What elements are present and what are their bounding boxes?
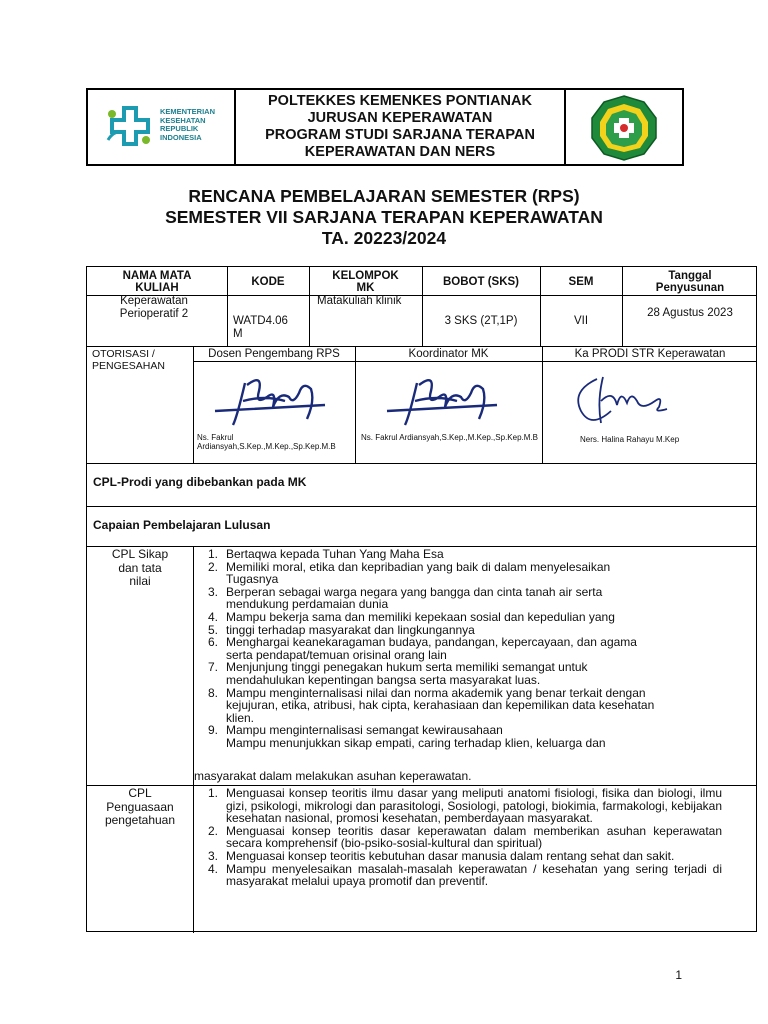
ministry-line: INDONESIA: [160, 132, 202, 142]
list-item: 6. Menghargai keanekaragaman budaya, pandangan, kepercayaan, dan agama serta pendapat/temuan orisinal orang lain: [207, 635, 637, 662]
institution-line: JURUSAN KEPERAWATAN: [307, 110, 493, 126]
list-item: 5. tinggi terhadap masyarakat dan lingkungannya: [207, 622, 475, 637]
signature-2: [379, 371, 509, 427]
cpl-sikap-trailing: masyarakat dalam melakukan asuhan keperawatan.: [194, 769, 472, 783]
ministry-logo-icon: [104, 104, 156, 150]
list-item: 2. Menguasai konsep teoritis dasar keperawatan dalam memberikan asuhan keperawatan secara komprehensif (bio-psiko-sosial-kultural dan spiritual): [207, 823, 722, 851]
cpl-pengetahuan-label: CPL Penguasaan pengetahuan: [104, 786, 176, 827]
doc-title-line-2: SEMESTER VII SARJANA TERAPAN KEPERAWATAN: [165, 207, 603, 227]
header-sem: SEM: [568, 275, 594, 288]
rps-table: [86, 266, 757, 932]
ministry-line: REPUBLIK: [160, 124, 199, 133]
section-capaian: Capaian Pembelajaran Lulusan: [93, 518, 271, 532]
list-item: 3. Menguasai konsep teoritis kebutuhan dasar manusia dalam rentang sehat dan sakit.: [207, 848, 675, 863]
signer-koordinator: Ns. Fakrul Ardiansyah,S.Kep.,M.Kep.,Sp.Kep.M.B: [361, 433, 538, 442]
header-nama: NAMA MATA KULIAH: [122, 269, 192, 294]
list-item: 7. Menjunjung tinggi penegakan hukum serta memiliki semangat untuk mendahulukan kepentingan bangsa serta masyarakat luas.: [207, 660, 588, 687]
cpl-sikap-label: CPL Sikap dan tata nilai: [111, 547, 169, 588]
poltekkes-emblem-icon: [586, 94, 662, 162]
list-item: 2. Memiliki moral, etika dan kepribadian yang baik di dalam menyelesaikan Tugasnya: [207, 559, 611, 587]
ministry-line: KESEHATAN: [160, 115, 206, 125]
course-date: 28 Agustus 2023: [647, 307, 733, 319]
signer-dosen: Ns. Fakrul Ardiansyah,S.Kep.,M.Kep.,Sp.Kep.M.B: [197, 433, 336, 451]
course-group: Matakuliah klinik: [317, 295, 402, 307]
header-tanggal: Tanggal Penyusunan: [655, 269, 725, 294]
institution-line: PROGRAM STUDI SARJANA TERAPAN: [265, 127, 535, 143]
signature-3: [567, 371, 677, 431]
header-kelompok: KELOMPOK MK: [332, 269, 399, 294]
header-kode: KODE: [251, 275, 285, 288]
doc-title-line-1: RENCANA PEMBELAJARAN SEMESTER (RPS): [188, 186, 580, 206]
list-item: 3. Berperan sebagai warga negara yang bangga dan cinta tanah air serta mendukung perdamaian dunia: [207, 584, 603, 612]
signature-1: [207, 371, 337, 427]
cpl-sikap-list: [194, 548, 664, 750]
header-bobot: BOBOT (SKS): [442, 275, 520, 288]
list-item: 4. Mampu menyelesaikan masalah-masalah keperawatan / kesehatan yang sering terjadi di masyarakat melalui upaya promotif dan preventif.: [207, 861, 722, 889]
institution-line: KEPERAWATAN DAN NERS: [304, 144, 496, 160]
course-code: WATD4.06 M: [233, 315, 288, 340]
institution-line: POLTEKKES KEMENKES PONTIANAK: [268, 93, 532, 109]
role-kaprodi: Ka PRODI STR Keperawatan: [574, 348, 726, 360]
section-cpl-prodi: CPL-Prodi yang dibebankan pada MK: [93, 475, 307, 489]
letterhead: [86, 88, 684, 166]
course-semester: VII: [573, 315, 589, 327]
ministry-logo-cell: [88, 90, 236, 164]
signer-kaprodi: Ners. Halina Rahayu M.Kep: [580, 435, 680, 444]
role-dosen: Dosen Pengembang RPS: [208, 348, 340, 360]
role-koordinator: Koordinator MK: [408, 348, 489, 360]
poltekkes-logo-cell: [566, 90, 682, 164]
list-item: 1. Menguasai konsep teoritis ilmu dasar yang meliputi anatomi fisiologi, fisika dan biologi, ilmu gizi, psikologi, mikrologi dan parasitologi, Sosiologi, patologi, biokimia, farmakologi, kebijakan kesehatan nasional, promosi kesehatan, pemberdayaan masyarakat.: [207, 786, 722, 826]
list-item: 1. Bertaqwa kepada Tuhan Yang Maha Esa: [207, 547, 444, 561]
list-item: 4. Mampu bekerja sama dan memiliki kepekaan sosial dan kepedulian yang: [207, 609, 615, 624]
list-item: Mampu menunjukkan sikap empati, caring terhadap klien, keluarga dan: [226, 735, 606, 750]
cpl-pengetahuan-list: [194, 787, 722, 888]
course-name: Keperawatan Perioperatif 2: [119, 295, 189, 320]
list-item: 9. Mampu menginternalisasi semangat kewirausahaan: [207, 723, 503, 738]
ministry-line: KEMENTERIAN: [160, 107, 216, 116]
list-item: 8. Mampu menginternalisasi nilai dan norma akademik yang benar terkait dengan kejujuran, etika, atribusi, hak cipta, kerahasiaan dan kepemilikan data kesehatan klien.: [207, 685, 655, 725]
institution-name: [236, 90, 566, 164]
doc-title-line-3: TA. 20223/2024: [321, 228, 447, 248]
authorization-label: OTORISASI / PENGESAHAN: [92, 348, 165, 372]
ministry-name: [160, 108, 215, 142]
page-number: 1: [675, 968, 682, 982]
course-credits: 3 SKS (2T,1P): [444, 315, 518, 327]
